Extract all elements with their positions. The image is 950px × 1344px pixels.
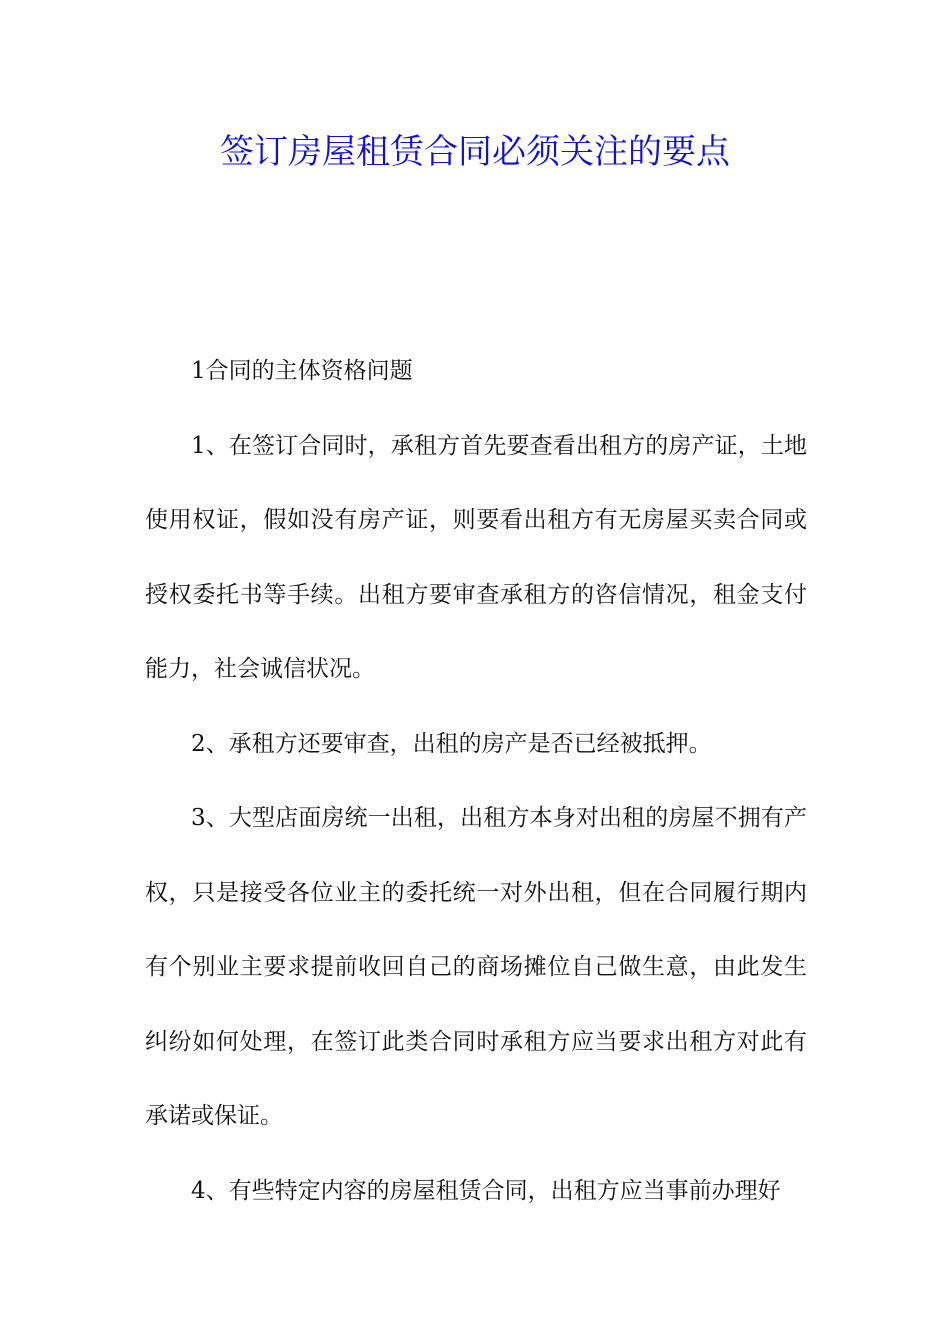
paragraph-item-1: 1、在签订合同时，承租方首先要查看出租方的房产证，土地使用权证，假如没有房产证，则要看出租方有无房屋买卖合同或授权委托书等手续。出租方要审查承租方的咨信情况，租金支付能力，社会诚信状况。 — [145, 432, 807, 682]
paragraph-section-heading: 1合同的主体资格问题 — [191, 358, 413, 384]
paragraph-item-3: 3、大型店面房统一出租，出租方本身对出租的房屋不拥有产权，只是接受各位业主的委托统一对外出租，但在合同履行期内有个别业主要求提前收回自己的商场摊位自己做生意，由此发生纠纷如何处理，在签订此类合同时承租方应当要求出租方对此有承诺或保证。 — [145, 805, 807, 1129]
document-body — [145, 334, 807, 1228]
paragraph-item-2: 2、承租方还要审查，出租的房产是否已经被抵押。 — [191, 730, 712, 757]
paragraph-item-4: 4、有些特定内容的房屋租赁合同，出租方应当事前办理好 — [191, 1177, 781, 1204]
document-title: 签订房屋租赁合同必须关注的要点 — [220, 132, 730, 172]
